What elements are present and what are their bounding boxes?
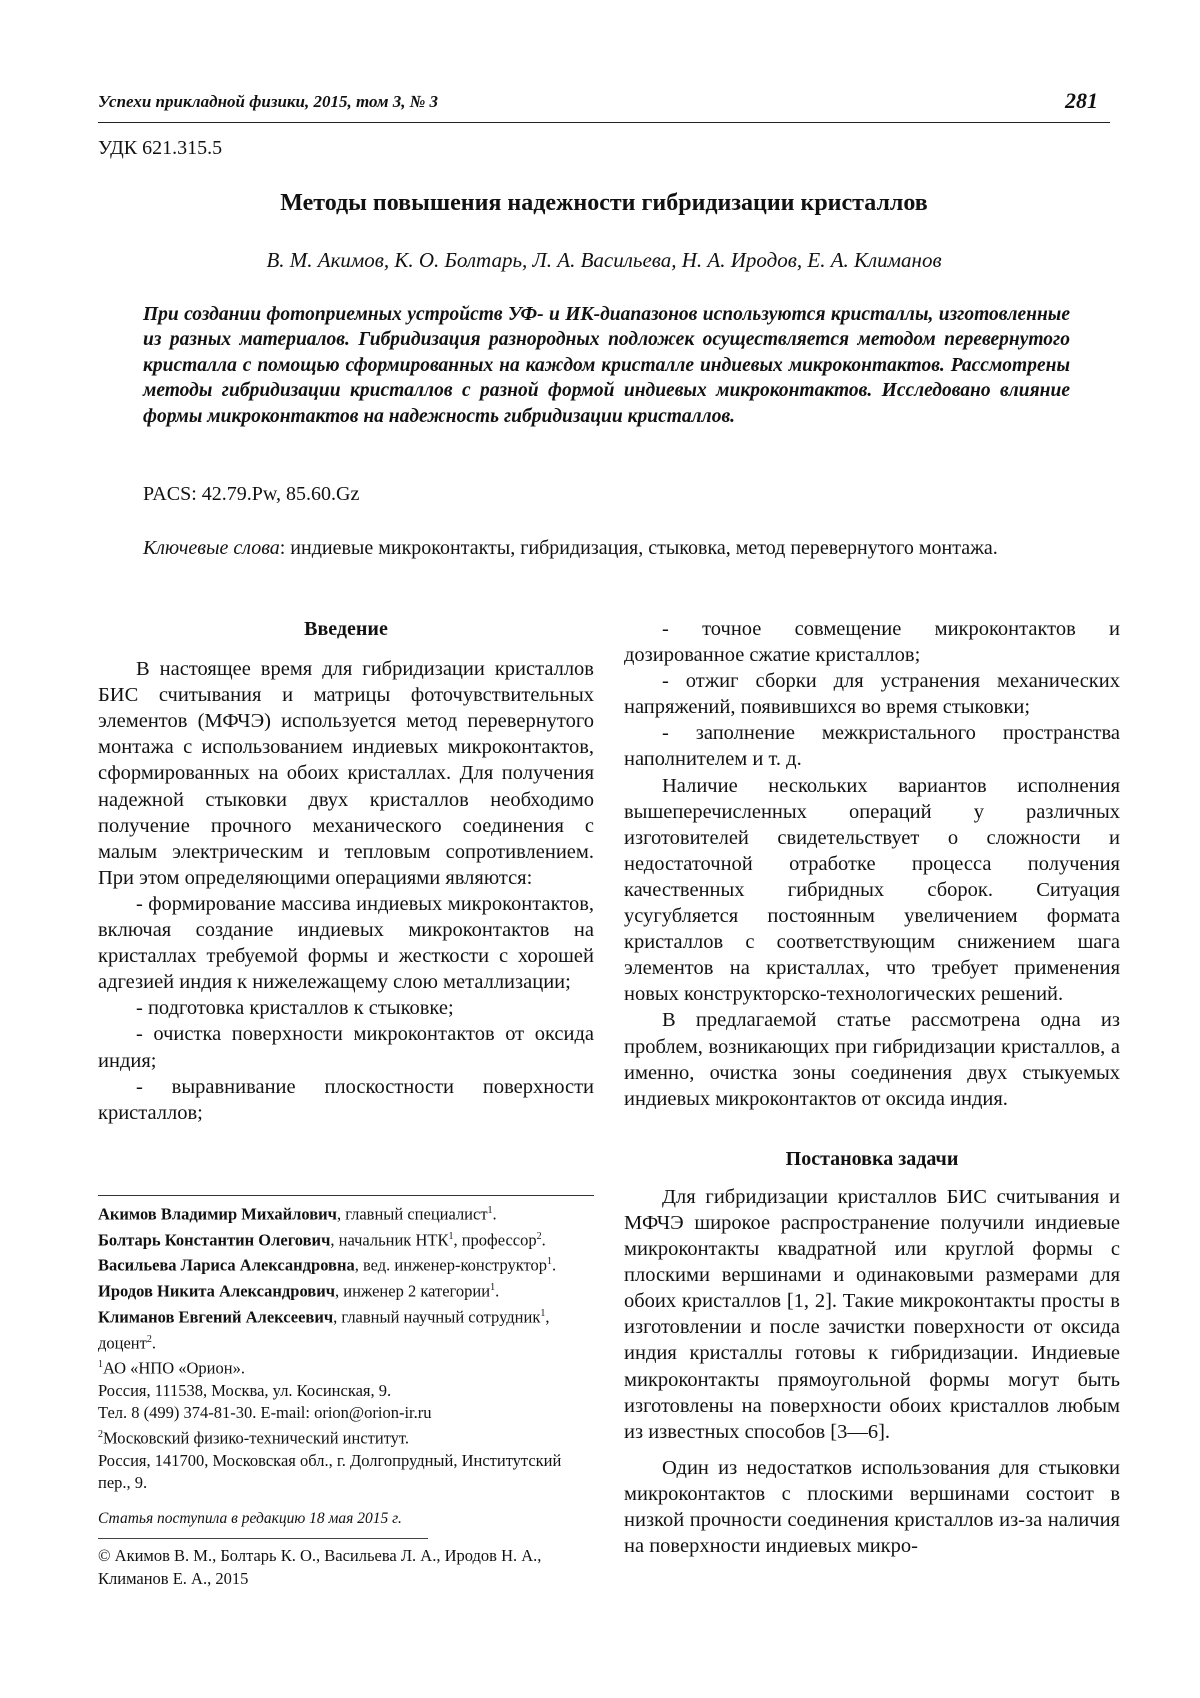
list-item: - очистка поверхности микроконтактов от оксида индия; — [98, 1023, 594, 1072]
keywords-label: Ключевые слова — [143, 537, 280, 559]
journal-name: Успехи прикладной физики, 2015, том 3, № 3 — [98, 92, 439, 111]
keywords — [143, 536, 1070, 560]
right-column — [624, 616, 1120, 1559]
problem-paragraph: Для гибридизации кристаллов БИС считывания и МФЧЭ широкое распространение получили индиевые микроконтакты квадратной или круглой формы с плоскими вершинами и одинаковыми размерами для обоих кристаллов [1, 2]. Такие микроконтакты просты в изготовлении и после зачистки поверхности от оксида индия кристаллы готовы к гибридизации. Индиевые микроконтакты прямоугольной формы могут быть изготовлены на поверхности обоих кристаллов любым из известных способов [3—6]. — [624, 1185, 1120, 1443]
running-header — [98, 88, 1110, 123]
list-item: - отжиг сборки для устранения механических напряжений, появившихся во время стыковки; — [624, 670, 1120, 719]
list-item: - формирование массива индиевых микроконтактов, включая создание индиевых микроконтактов на кристаллах требуемой формы и жесткости с хорошей адгезией индия к нижележащему слою металлизации; — [98, 892, 594, 994]
author-list: В. М. Акимов, К. О. Болтарь, Л. А. Васильева, Н. А. Иродов, Е. А. Климанов — [266, 248, 942, 272]
author-name: Климанов Евгений Алексеевич — [98, 1307, 334, 1327]
author-name: Иродов Никита Александрович — [98, 1281, 336, 1301]
affiliation: $^1$АО «НПО «Орион». — [98, 1358, 245, 1378]
section-heading-intro: Введение — [304, 618, 388, 640]
intro-paragraph: В предлагаемой статье рассмотрена одна из проблем, возникающих при гибридизации кристаллов, а именно, очистка зоны соединения двух стыкуемых индиевых микроконтактов от оксида индия. — [624, 1009, 1120, 1110]
page-number: 281 — [1065, 88, 1098, 113]
footnote-author: Болтарь Константин Олегович, начальник НТК$^1$, профессор$^2$. — [98, 1230, 546, 1250]
problem-paragraph: Один из недостатков использования для стыковки микроконтактов с плоскими вершинами состоит в низкой прочности соединения кристаллов из-за наличия на поверхности индиевых микро- — [624, 1456, 1120, 1558]
keywords-text: : индиевые микроконтакты, гибридизация, стыковка, метод перевернутого монтажа. — [279, 537, 998, 559]
received-date: Статья поступила в редакцию 18 мая 2015 г. — [98, 1510, 402, 1527]
list-item: - точное совмещение микроконтактов и дозированное сжатие кристаллов; — [624, 618, 1120, 667]
left-column — [98, 616, 594, 1126]
author-name: Болтарь Константин Олегович — [98, 1230, 331, 1250]
pacs-codes: PACS: 42.79.Pw, 85.60.Gz — [143, 483, 360, 505]
affiliation-contact: Тел. 8 (499) 374-81-30. E-mail: orion@orion-ir.ru — [98, 1403, 432, 1423]
list-item: - заполнение межкристального пространства наполнителем и т. д. — [624, 722, 1120, 771]
udk-code: УДК 621.315.5 — [98, 137, 223, 159]
author-footnotes — [98, 1200, 594, 1494]
author-name: Васильева Лариса Александровна — [98, 1255, 355, 1275]
footnote-author: Васильева Лариса Александровна, вед. инженер-конструктор$^1$. — [98, 1255, 557, 1275]
footnote-author: Акимов Владимир Михайлович, главный специалист$^1$. — [98, 1204, 497, 1224]
author-name: Акимов Владимир Михайлович — [98, 1204, 337, 1224]
intro-paragraph: Наличие нескольких вариантов исполнения вышеперечисленных операций у различных изготовителей свидетельствует о сложности и недостаточной отработке процесса получения качественных гибридных сборок. Ситуация усугубляется постоянным увеличением формата кристаллов с соответствующим снижением шага элементов на кристаллах, что требует применения новых конструкторско-технологических решений. — [624, 774, 1120, 1006]
affiliation: $^2$Московский физико-технический институт. — [98, 1428, 410, 1448]
article-title: Методы повышения надежности гибридизации кристаллов — [280, 190, 928, 216]
section-heading-problem: Постановка задачи — [785, 1147, 959, 1170]
footnote-divider — [98, 1195, 594, 1196]
abstract: При создании фотоприемных устройств УФ- и ИК-диапазонов используются кристаллы, изготовленные из разных материалов. Гибридизация разнородных подложек осуществляется методом перевернутого кристалла с помощью сформированных на каждом кристалле индиевых микроконтактов. Рассмотрены методы гибридизации кристаллов с разной формой индиевых микроконтактов. Исследовано влияние формы микроконтактов на надежность гибридизации кристаллов. — [143, 304, 1070, 427]
footnote-author: Иродов Никита Александрович, инженер 2 категории$^1$. — [98, 1281, 500, 1301]
copyright-divider — [98, 1538, 428, 1539]
list-item: - выравнивание плоскостности поверхности кристаллов; — [98, 1075, 594, 1124]
copyright-notice: © Акимов В. М., Болтарь К. О., Васильева Л. А., Иродов Н. А., Климанов Е. А., 2015 — [98, 1546, 542, 1588]
footnote-author: Климанов Евгений Алексеевич, главный научный сотрудник$^1$, доцент$^2$. — [98, 1307, 550, 1353]
affiliation-address: Россия, 111538, Москва, ул. Косинская, 9. — [98, 1380, 392, 1400]
intro-paragraph: В настоящее время для гибридизации кристаллов БИС считывания и матрицы фоточувствительных элементов (МФЧЭ) используется метод перевернутого монтажа с использованием индиевых микроконтактов, сформированных на обоих кристаллах. Для получения надежной стыковки двух кристаллов необходимо получение прочного механического соединения с малым электрическим и тепловым сопротивлением. При этом определяющими операциями являются: — [98, 658, 594, 889]
list-item: - подготовка кристаллов к стыковке; — [136, 997, 454, 1020]
affiliation-address: Россия, 141700, Московская обл., г. Долгопрудный, Институтский пер., 9. — [98, 1451, 562, 1493]
